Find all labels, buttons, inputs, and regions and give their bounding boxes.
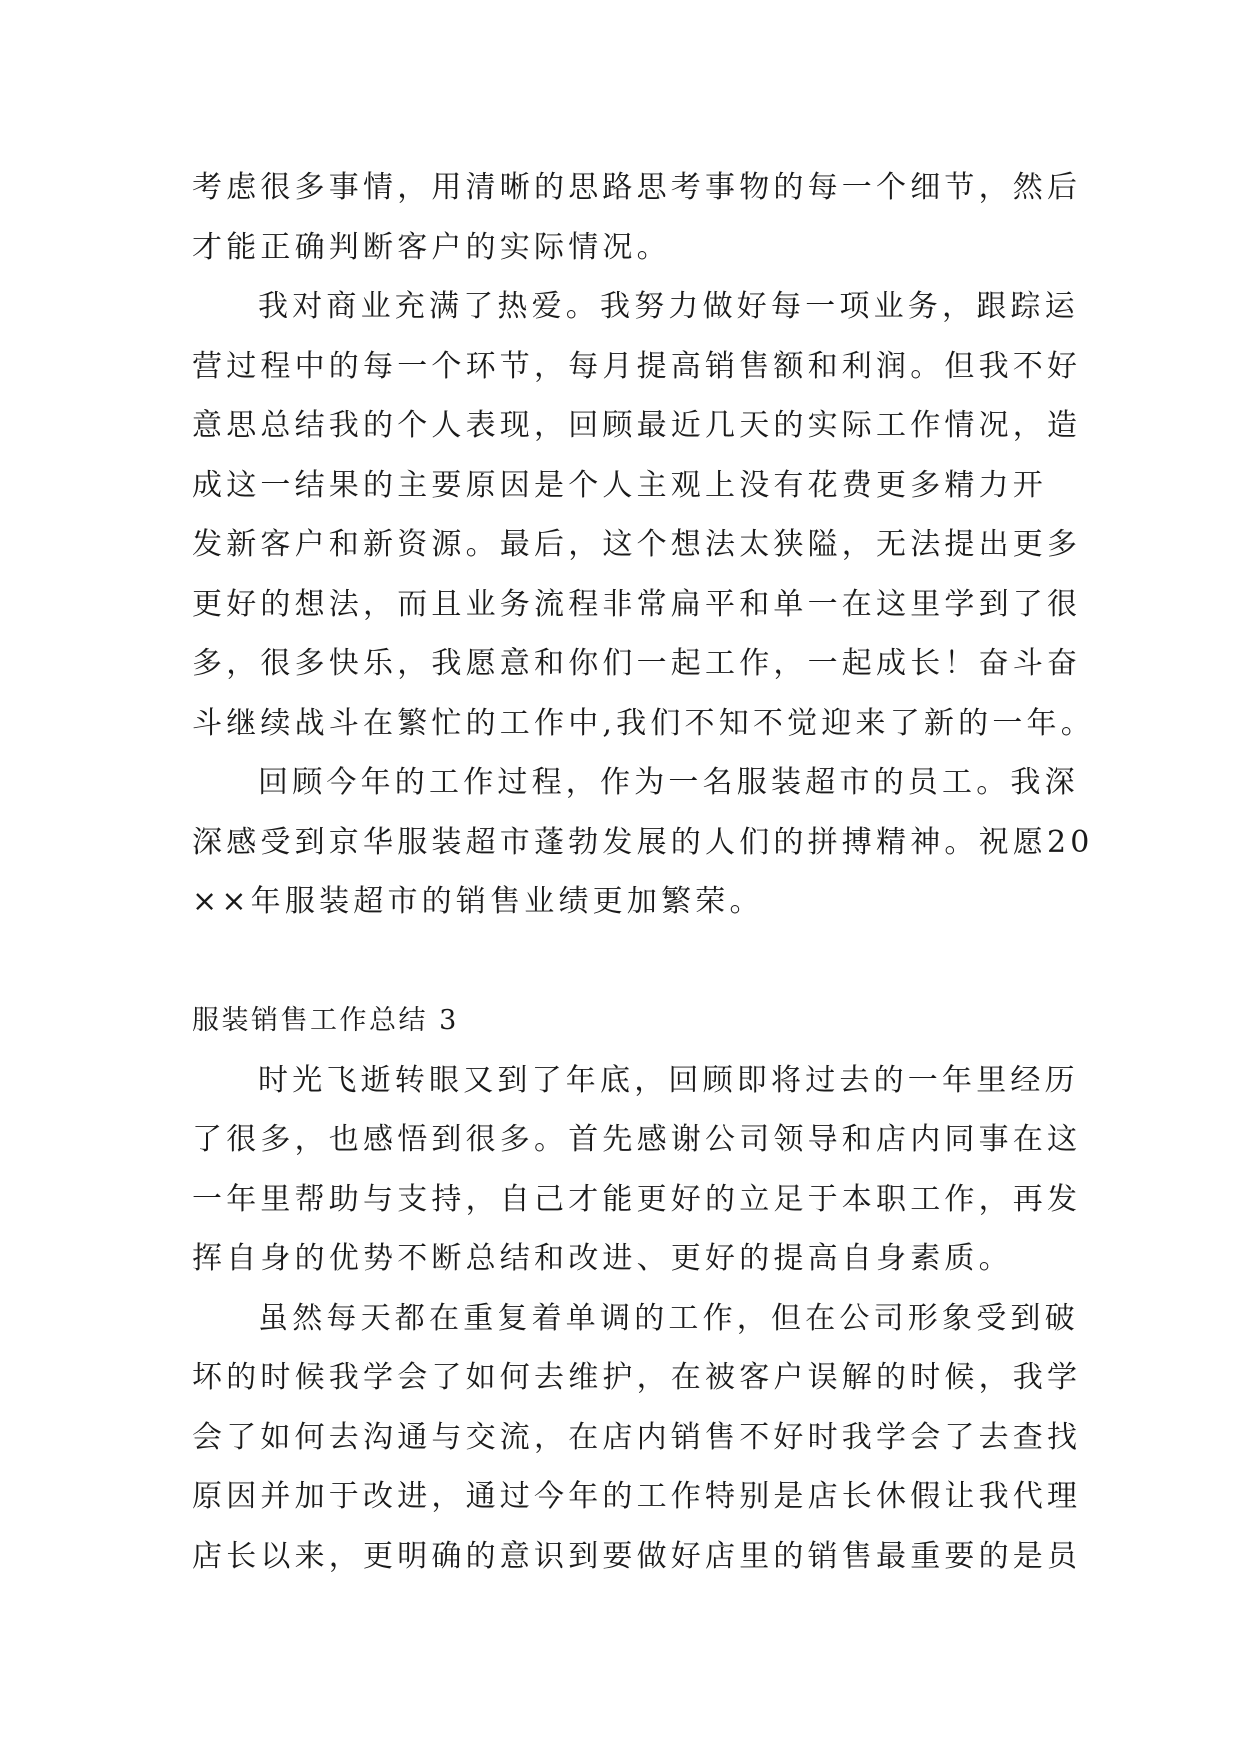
text-line: 发新客户和新资源。最后，这个想法太狭隘，无法提出更多 <box>192 527 1082 562</box>
text-line: 多，很多快乐，我愿意和你们一起工作，一起成长！奋斗奋 <box>192 646 1082 681</box>
document-body <box>192 158 1095 1586</box>
text-line: 原因并加于改进，通过今年的工作特别是店长休假让我代理 <box>192 1479 1082 1514</box>
paragraph <box>192 753 1094 932</box>
text-line: 营过程中的每一个环节，每月提高销售额和利润。但我不好 <box>192 348 1082 384</box>
text-line: 深感受到京华服装超市蓬勃发展的人们的拼搏精神。祝愿20 <box>192 824 1094 860</box>
text-line: 了很多，也感悟到很多。首先感谢公司领导和店内同事在这 <box>192 1122 1082 1157</box>
paragraph <box>192 1051 1082 1289</box>
paragraph <box>192 1289 1082 1587</box>
text-line: 坏的时候我学会了如何去维护，在被客户误解的时候，我学 <box>192 1360 1082 1395</box>
text-line: 我对商业充满了热爱。我努力做好每一项业务，跟踪运 <box>258 289 1079 324</box>
paragraph <box>192 158 1082 277</box>
section-heading: 服装销售工作总结 3 <box>192 1005 459 1036</box>
text-line: 考虑很多事情，用清晰的思路思考事物的每一个细节，然后 <box>192 170 1082 205</box>
text-line: 斗继续战斗在繁忙的工作中,我们不知不觉迎来了新的一年。 <box>192 705 1095 741</box>
text-line: 更好的想法，而且业务流程非常扁平和单一在这里学到了很 <box>192 586 1082 622</box>
text-line: 成这一结果的主要原因是个人主观上没有花费更多精力开 <box>192 467 1047 503</box>
text-line: 一年里帮助与支持，自己才能更好的立足于本职工作，再发 <box>192 1181 1082 1217</box>
text-line: 店长以来，更明确的意识到要做好店里的销售最重要的是员 <box>192 1538 1082 1574</box>
text-line: 意思总结我的个人表现，回顾最近几天的实际工作情况，造 <box>192 408 1082 443</box>
text-line: 时光飞逝转眼又到了年底，回顾即将过去的一年里经历 <box>258 1062 1079 1098</box>
text-line: 会了如何去沟通与交流，在店内销售不好时我学会了去查找 <box>192 1419 1082 1455</box>
paragraph <box>192 277 1095 753</box>
text-line: 挥自身的优势不断总结和改进、更好的提高自身素质。 <box>192 1241 1013 1276</box>
text-line: 虽然每天都在重复着单调的工作，但在公司形象受到破 <box>258 1300 1079 1336</box>
blank-line <box>192 932 1052 992</box>
text-line: 回顾今年的工作过程，作为一名服装超市的员工。我深 <box>258 765 1079 800</box>
text-line: ××年服装超市的销售业绩更加繁荣。 <box>192 884 764 919</box>
text-line: 才能正确判断客户的实际情况。 <box>192 229 671 265</box>
